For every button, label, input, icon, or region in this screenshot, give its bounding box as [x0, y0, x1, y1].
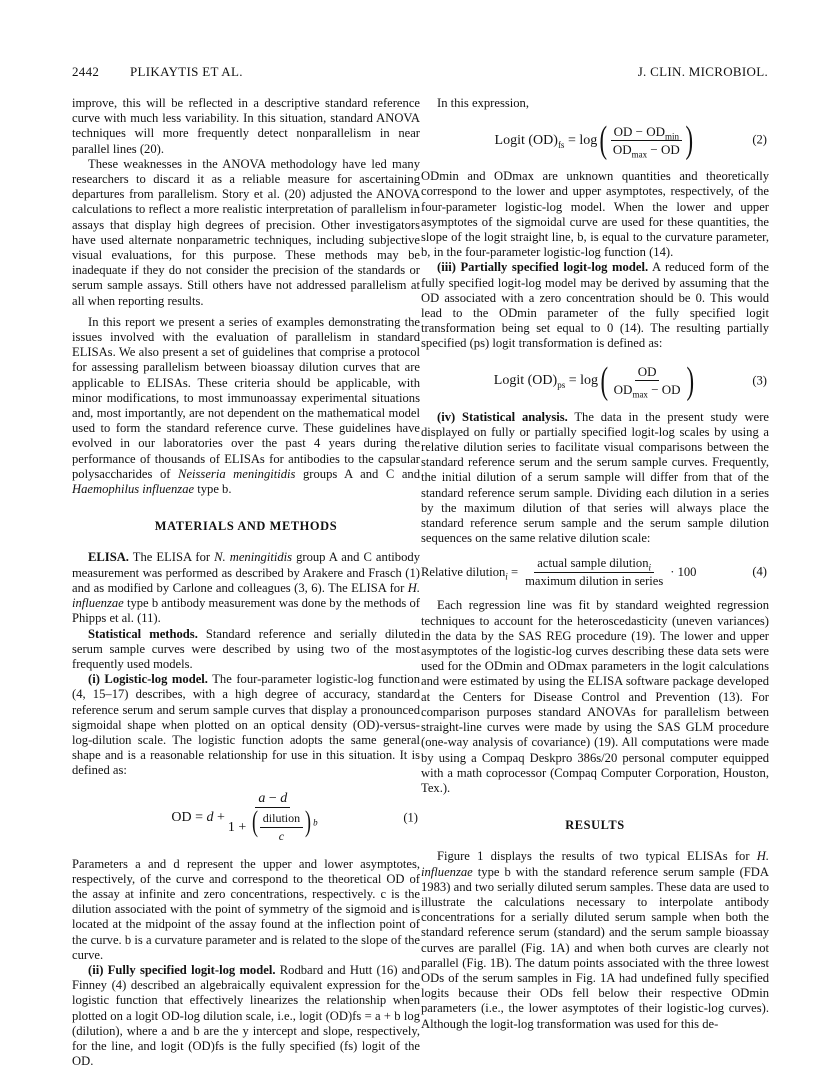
left-column	[72, 96, 420, 1069]
paragraph-statistical-analysis: (iv) Statistical analysis. The data in the present study were displayed on fully or partially specified logit-log scales by using a relative dilution series to facilitate visual comparisons between the standard reference serum and the serum sample curves. Frequently, the initial dilution of a serum sample will differ from that of the standard reference serum sample. Dividing each dilution in a series by the maximum dilution of that series will always place the standard reference serum sample and the serum sample dilution sequences on the same relative dilution scale:	[421, 409, 769, 546]
paragraph-anova-weakness: These weaknesses in the ANOVA methodology have led many researchers to discard it as a reliable measure for ascertaining departures from parallelism. Story et al. (20) adjusted the ANOVA calculations to reflect a more realistic interpretation of parallelism in assays that display high degrees of precision. Other investigators have used alternate nonparametric techniques, including subjective visual evaluations, for this purpose. These methods may be inadequate if they do not consider the precision of the standards or serum sample assays. Still others have not addressed parallelism at all when reporting results.	[72, 156, 420, 308]
right-column	[421, 96, 769, 1032]
running-head-journal: J. CLIN. MICROBIOL.	[637, 64, 768, 79]
paragraph-results: Figure 1 displays the results of two typical ELISAs for H. influenzae type b with the standard reference serum sample (FDA 1983) and two serially diluted serum samples. These data are used to illustrate the calculations necessary to interpolate antibody concentrations for a serially diluted serum sample when both the standard reference serum (standard) and the serum sample bioassay curves are parallel (Fig. 1A) and when both curves are clearly not parallel (Fig. 1B). The datum points associated with the three lowest ODs of the serum samples in Fig. 1A had undefined fully specified logits because their ODs fell below their respective ODmin parameters (i.e., the lower asymptotes of their logistic-log curves). Although the logit-log transformation was used for this de-	[421, 849, 769, 1031]
paragraph-partially-specified: (iii) Partially specified logit-log model. A reduced form of the fully specified logit-log model may be derived by assuming that the OD associated with a zero concentration should be 0. This would lead to the ODmin parameter of the fully specified logit transformation being set equal to 0 (14). The resulting partially specified (ps) logit transformation is defined as:	[421, 260, 769, 351]
equation-1-number: (1)	[403, 809, 418, 824]
running-head-authors: PLIKAYTIS ET AL.	[130, 64, 243, 79]
equation-2-number: (2)	[752, 132, 767, 147]
paragraph-logistic-log: (i) Logistic-log model. The four-parameter logistic-log function (4, 15–17) describes, with a high degree of accuracy, standard reference serum and serum sample curves that display a pronounced sigmoidal shape when plotted on an optical density (OD)-versus-log-dilution scale. The logistic function adopts the same general shape and is a reasonable relationship for use in this situation. It is defined as:	[72, 672, 420, 778]
equation-4-number: (4)	[752, 564, 767, 579]
paragraph-odmin-odmax: ODmin and ODmax are unknown quantities and theoretically correspond to the lower and upper asymptotes, respectively, of the four-parameter logistic-log model. When the lower and upper asymptotes of the sigmoidal curve are used for these quantities, the slope of the logit straight line, b, is equal to the curvature parameter, b, in the four-parameter logistic-log function (14).	[421, 169, 769, 260]
paragraph-elisa: ELISA. The ELISA for N. meningitidis group A and C antibody measurement was performed as described by Arakere and Frasch (1) and as modified by Carlone and colleagues (3, 6). The ELISA for H. influenzae type b antibody measurement was done by the methods of Phipps et al. (11).	[72, 550, 420, 626]
equation-4: Relative dilution$_i$ = $\frac{actual sample dilution_i}{\text{maximum dilution in series}}$ · 100 (4)	[421, 555, 767, 588]
paragraph-fully-specified: (ii) Fully specified logit-log model. Rodbard and Hutt (16) and Finney (4) described an algebraically equivalent expression for the logistic function that effectively linearizes the relationship when plotted on a logit OD-log dilution scale, i.e., logit (OD)fs = a + b log (dilution), where a and b are the y intercept and slope, respectively, for the line, and logit (OD)fs is the fully specified (fs) logit of the OD.	[72, 962, 420, 1069]
equation-3: Logit $(OD)_{ps} = \log$ ( $\frac{OD}{OD_{max} - OD}$ ) (3)	[493, 359, 767, 402]
section-title-methods: MATERIALS AND METHODS	[154, 519, 338, 534]
paragraph-intro-end: improve, this will be reflected in a descriptive standard reference curve with much less variability. In this situation, standard ANOVA techniques will more frequently detect nonparallelism in near parallel lines (20).	[72, 96, 420, 156]
paragraph-parameters: Parameters a and d represent the upper and lower asymptotes, respectively, of the curve and correspond to the theoretical OD of the assay at infinite and zero concentrations, respectively. c is the dilution associated with the point of symmetry of the sigmoid and is located at the midpoint of the assay found at the inflection point of the curve. b is a curvature parameter and is related to the slope of the curve.	[72, 856, 420, 962]
paragraph-report-overview: In this report we present a series of examples demonstrating the issues involved with the evaluation of parallelism in standard ELISAs. We also present a set of guidelines that comprise a protocol for assessing parallelism between bioassay dilution curves that are applicable to ELISAs. These criteria should be applicable, with minor modifications, to most immunoassay experimental situations and, most importantly, are not dependent on the mathematical model used to form the standard reference curve. These guidelines have evolved in our laboratories over the past 4 years during the performance of thousands of ELISAs for antibodies to the capsular polysaccharides of Neisseria meningitidis groups A and C and Haemophilus influenzae type b.	[72, 314, 420, 497]
expression-intro: In this expression,	[437, 96, 529, 110]
equation-1: OD = d + a − d 1 + ( $\frac{\text{dilution}}{c}$ ) $^b$ (1)	[171, 790, 418, 844]
equation-2: Logit $(OD)_{fs} = \log$ ( $\frac{OD - OD_{min}}{OD_{max} - OD}$ ) (2)	[494, 119, 767, 162]
page-number: 2442	[72, 64, 100, 79]
section-title-results: RESULTS	[565, 818, 625, 833]
equation-3-number: (3)	[752, 373, 767, 388]
paragraph-regression: Each regression line was fit by standard weighted regression techniques to account for the heteroscedasticity (uneven variances) in the data by the SAS REG procedure (19). The lower and upper asymptotes of the logistic-log curves describing these data sets were used for the ODmin and ODmax parameters in the logit calculations and were estimated by using the ELISA software package developed at the Centers for Disease Control and Prevention (13). For comparison purposes standard ANOVAs for parallelism between straight-line curves were made by using the SAS GLM procedure (one-way analysis of covariance) (19). All computations were made by using a Compaq Deskpro 386s/20 personal computer equipped with a math coprocessor (Compaq Computer Corporation, Houston, Tex.).	[421, 598, 769, 795]
paragraph-statistical-methods: Statistical methods. Standard reference and serially diluted serum sample curves were described by using two of the most frequently used models.	[72, 626, 420, 671]
